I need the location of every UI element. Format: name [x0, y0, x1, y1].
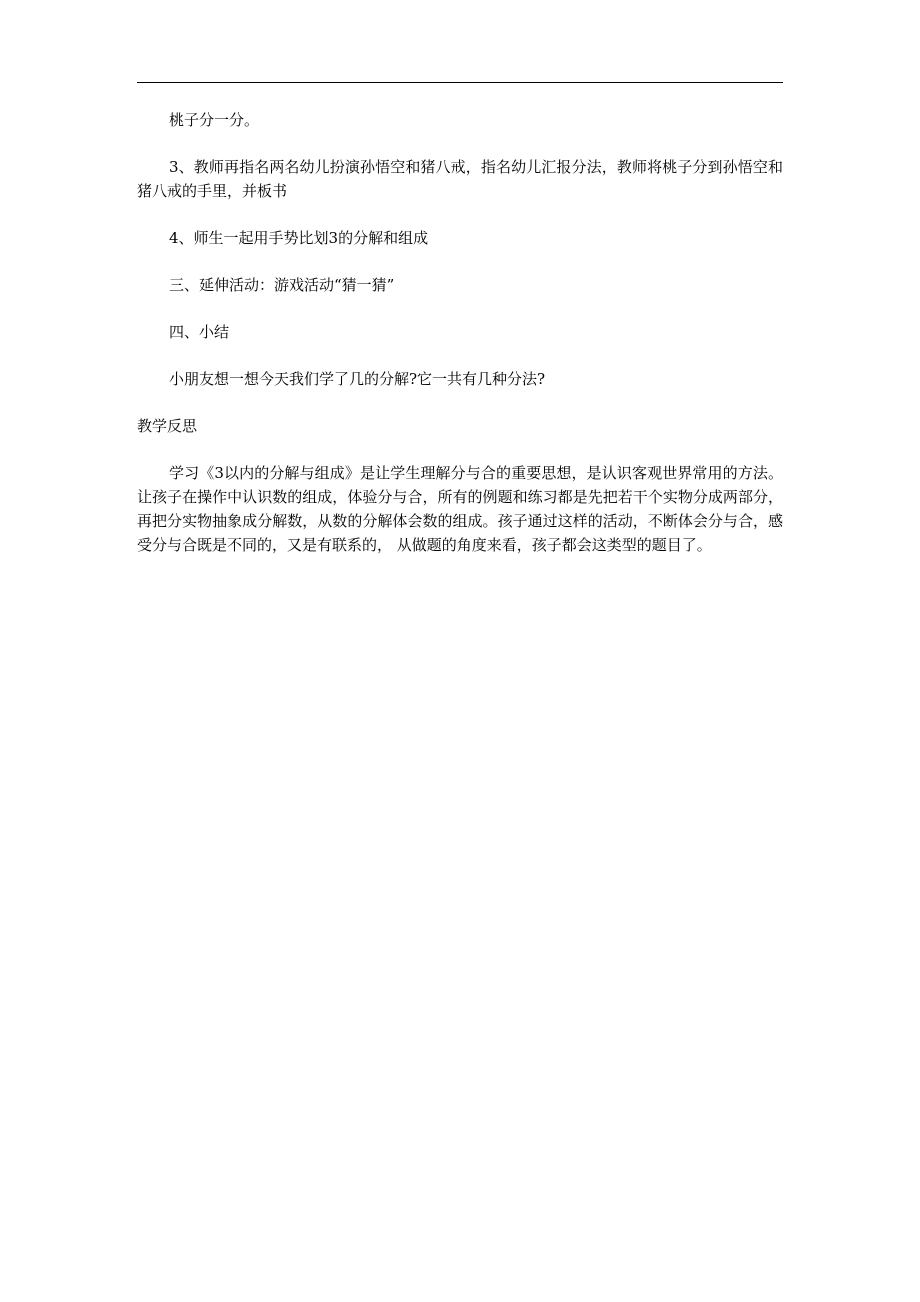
paragraph-step-4: 4、师生一起用手势比划3的分解和组成: [169, 229, 429, 247]
paragraph-peach-split: 桃子分一分。: [169, 111, 260, 129]
paragraph-summary-question: 小朋友想一想今天我们学了几的分解?它一共有几种分法?: [169, 370, 546, 388]
header-rule: [137, 82, 783, 83]
heading-extension-activity: 三、延伸活动：游戏活动“猜一猜”: [169, 276, 395, 294]
heading-teaching-reflection: 教学反思: [137, 417, 198, 435]
document-body: [137, 108, 783, 557]
heading-summary: 四、小结: [169, 323, 230, 341]
paragraph-reflection: 学习《3以内的分解与组成》是让学生理解分与合的重要思想，是认识客观世界常用的方法。让孩子在操作中认识数的组成，体验分与合，所有的例题和练习都是先把若干个实物分成两部分，再把分实物抽象成分解数，从数的分解体会数的组成。孩子通过这样的活动，不断体会分与合，感受分与合既是不同的，又是有联系的， 从做题的角度来看，孩子都会这类型的题目了。: [137, 464, 783, 554]
paragraph-step-3: 3、教师再指名两名幼儿扮演孙悟空和猪八戒，指名幼儿汇报分法，教师将桃子分到孙悟空和猪八戒的手里，并板书: [137, 158, 783, 200]
